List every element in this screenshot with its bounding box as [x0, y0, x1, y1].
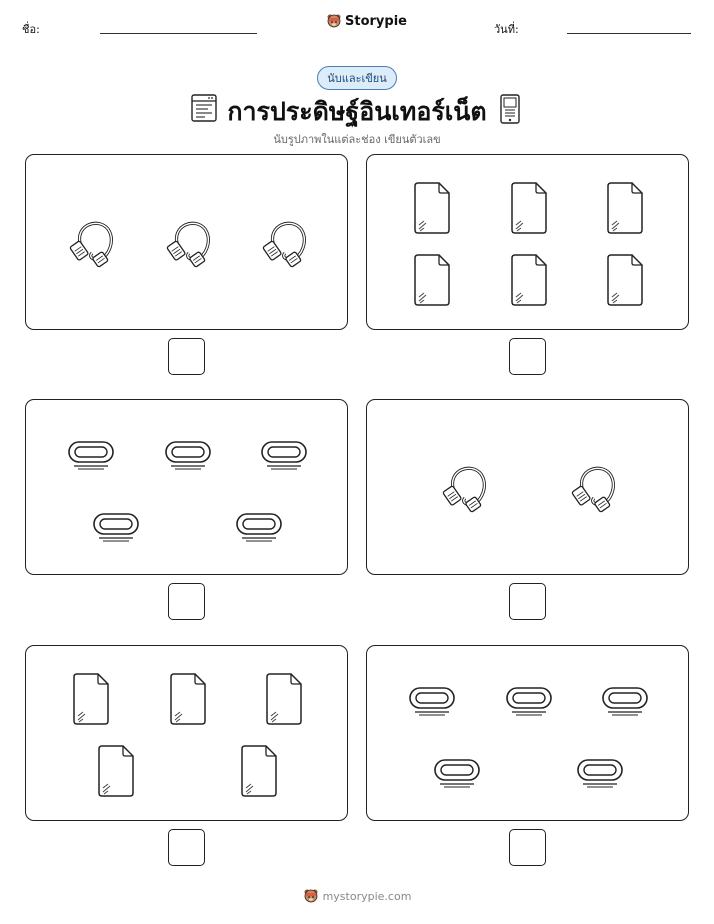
ethernet-cable-icon — [439, 458, 489, 518]
activity-badge: นับและเขียน — [317, 66, 397, 90]
usb-c-port-icon — [600, 669, 650, 729]
usb-c-port-icon — [66, 423, 116, 483]
ethernet-cable-icon — [163, 213, 213, 273]
document-file-icon — [407, 250, 457, 310]
answer-box[interactable] — [168, 583, 205, 620]
document-file-icon — [600, 250, 650, 310]
ethernet-cable-icon — [568, 458, 618, 518]
answer-box[interactable] — [509, 829, 546, 866]
counting-panel — [366, 399, 689, 575]
usb-c-port-icon — [259, 423, 309, 483]
answer-box[interactable] — [509, 338, 546, 375]
storypie-mascot-icon — [303, 888, 319, 904]
counting-panel — [25, 399, 348, 575]
counting-panel — [366, 154, 689, 330]
answer-box[interactable] — [509, 583, 546, 620]
counting-panel — [25, 154, 348, 330]
name-label: ชื่อ: — [22, 23, 40, 36]
answer-box[interactable] — [168, 829, 205, 866]
usb-c-port-icon — [234, 495, 284, 555]
brand-name: Storypie — [345, 13, 407, 29]
usb-c-port-icon — [432, 741, 482, 801]
footer — [0, 888, 714, 904]
document-file-icon — [504, 178, 554, 238]
document-file-icon — [91, 741, 141, 801]
instruction-text: นับรูปภาพในแต่ละช่อง เขียนตัวเลข — [273, 133, 441, 146]
storypie-mascot-icon — [326, 13, 342, 29]
document-file-icon — [66, 669, 116, 729]
brand-logo — [326, 13, 407, 29]
document-file-icon — [504, 250, 554, 310]
ethernet-cable-icon — [66, 213, 116, 273]
usb-c-port-icon — [504, 669, 554, 729]
document-file-icon — [407, 178, 457, 238]
document-file-icon — [163, 669, 213, 729]
server-tower-icon — [497, 93, 523, 125]
ethernet-cable-icon — [259, 213, 309, 273]
document-file-icon — [600, 178, 650, 238]
worksheet-title: การประดิษฐ์อินเทอร์เน็ต — [227, 97, 487, 126]
usb-c-port-icon — [575, 741, 625, 801]
usb-c-port-icon — [407, 669, 457, 729]
date-write-line[interactable] — [567, 33, 691, 34]
date-label: วันที่: — [494, 23, 519, 36]
counting-panel — [25, 645, 348, 821]
document-file-icon — [259, 669, 309, 729]
name-write-line[interactable] — [100, 33, 257, 34]
counting-panel — [366, 645, 689, 821]
usb-c-port-icon — [91, 495, 141, 555]
document-file-icon — [234, 741, 284, 801]
usb-c-port-icon — [163, 423, 213, 483]
answer-box[interactable] — [168, 338, 205, 375]
footer-site: mystorypie.com — [322, 889, 412, 903]
